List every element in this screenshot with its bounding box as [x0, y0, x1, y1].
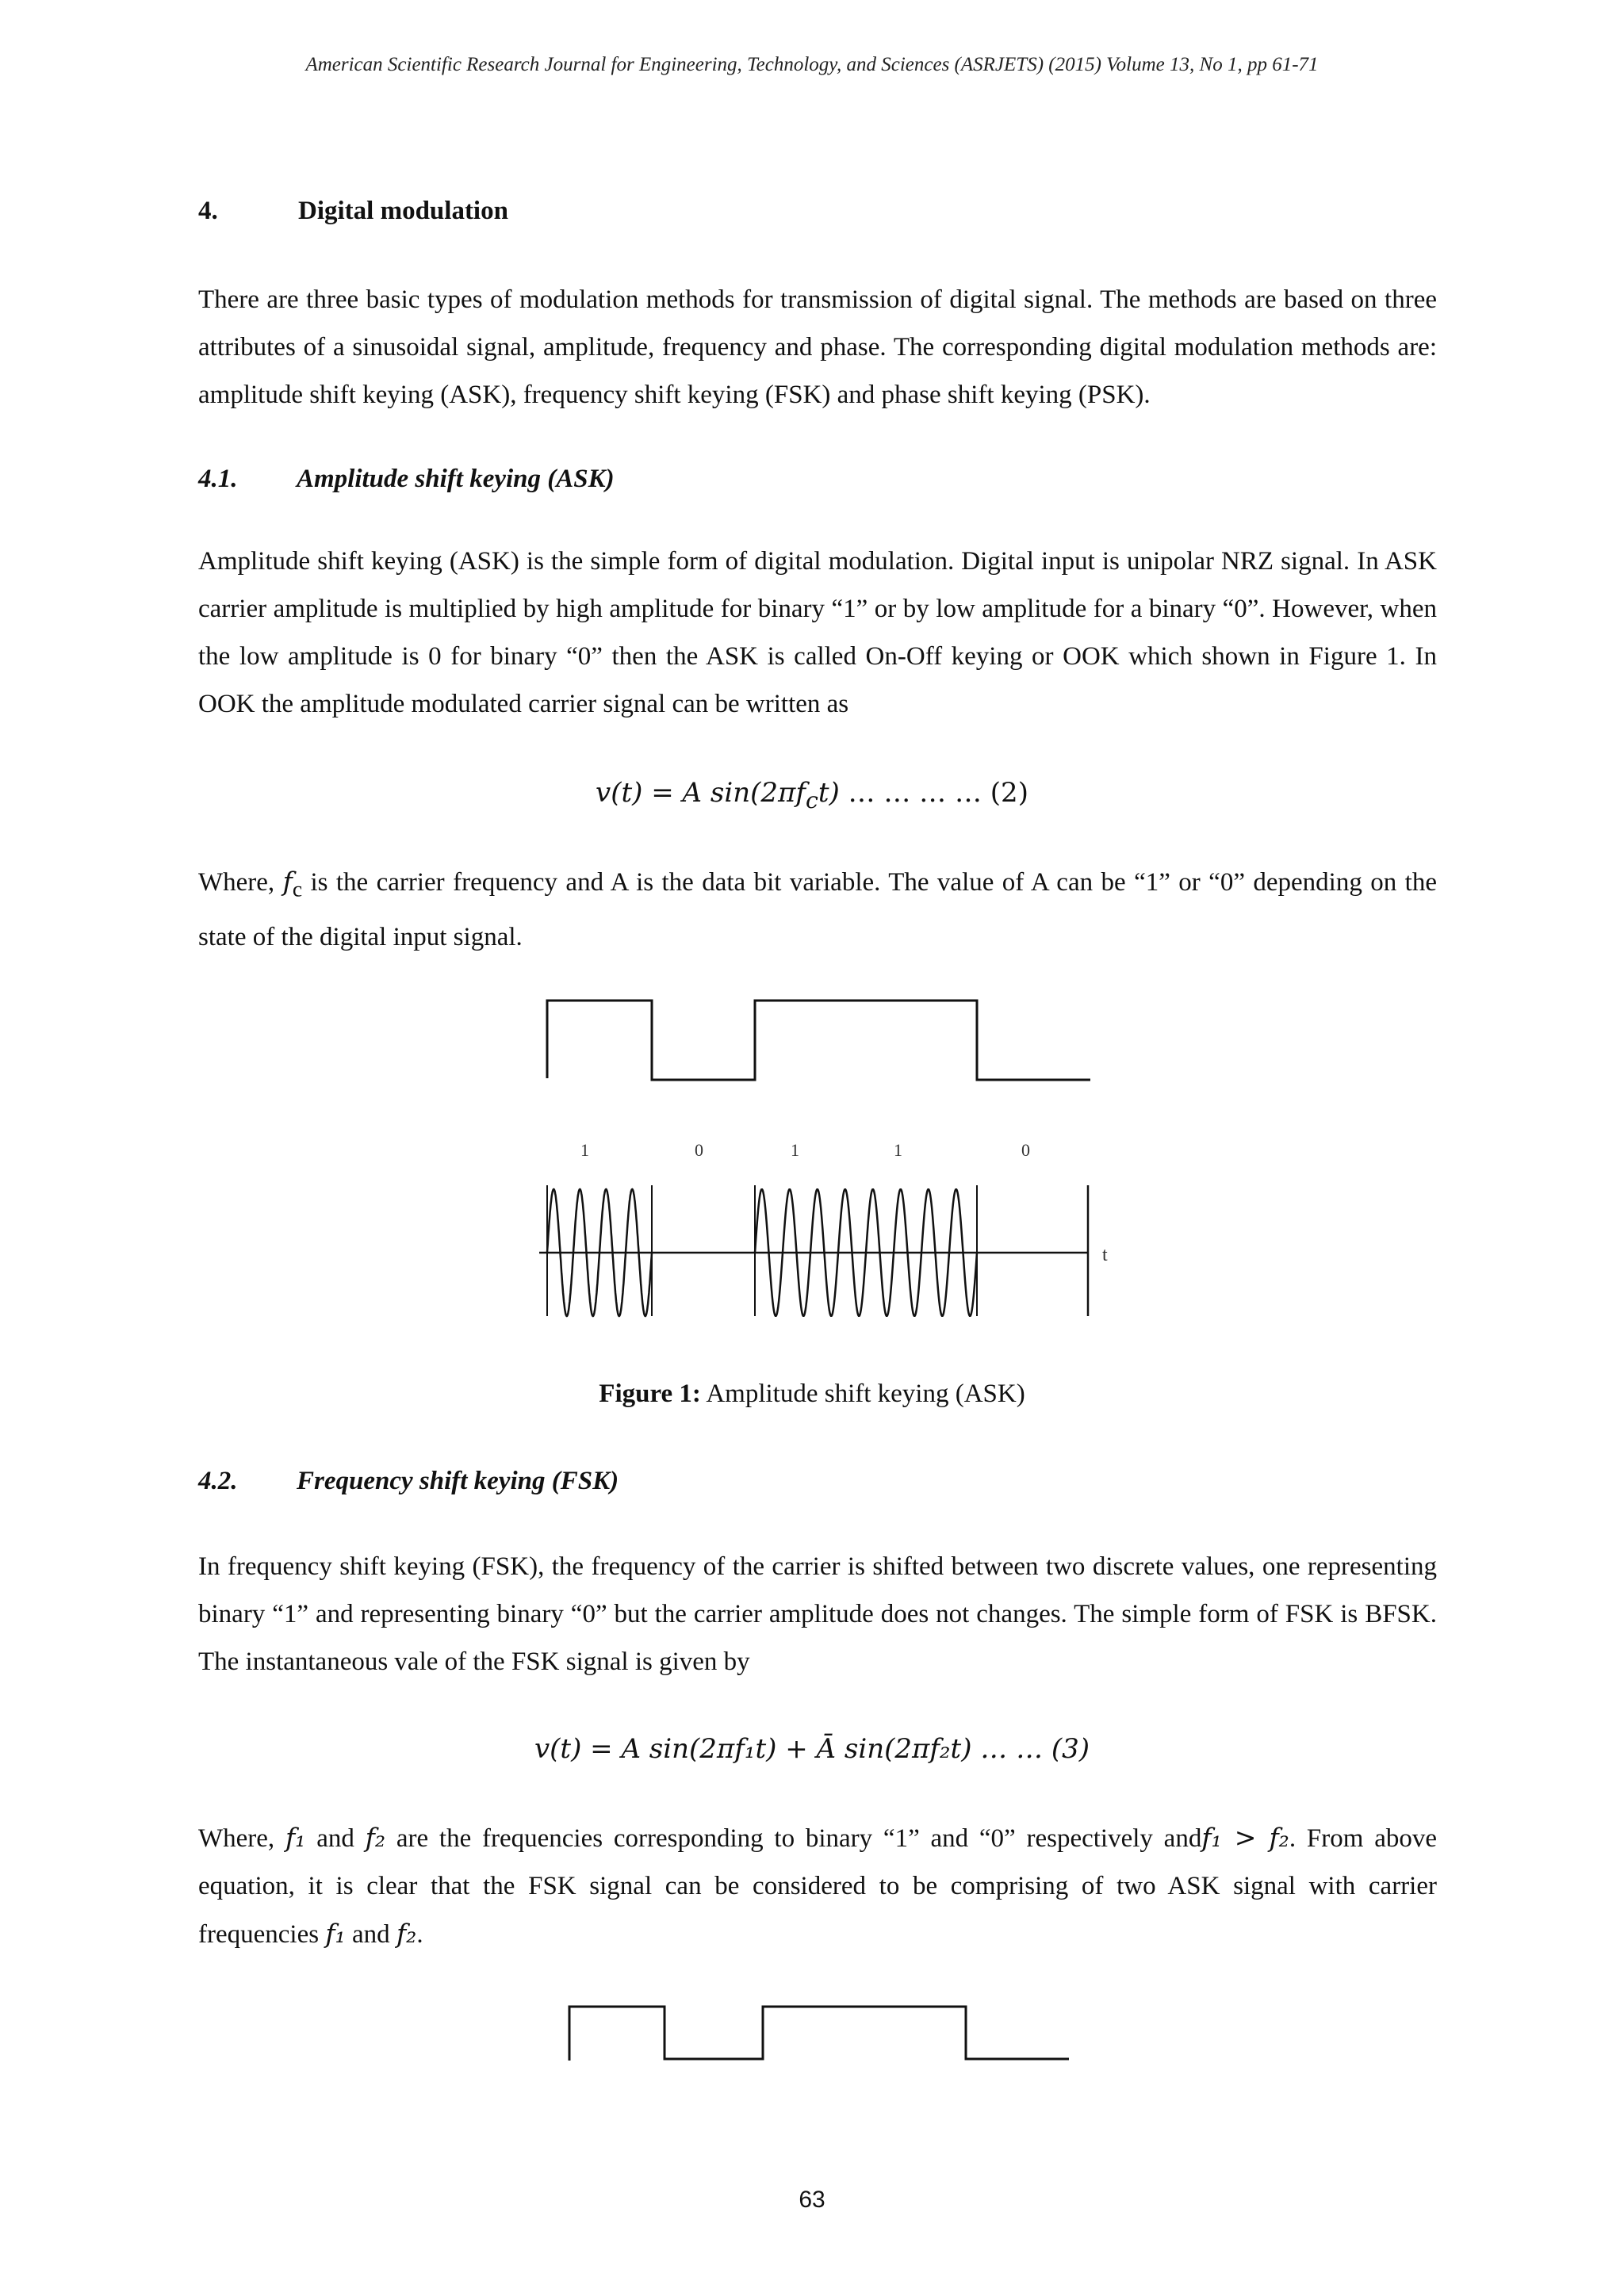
nrz-data-signal	[547, 1001, 1090, 1080]
math-f2: f₂	[396, 1918, 417, 1949]
page-number: 63	[799, 2187, 825, 2213]
subsection-title: Frequency shift keying (FSK)	[297, 1467, 619, 1495]
equation-2-dots: … … … …	[839, 777, 990, 809]
text: Where,	[198, 868, 283, 897]
time-axis-label: t	[1102, 1245, 1108, 1265]
equation-2-sub: c	[805, 786, 818, 813]
text: . From above equation, it is clear that the FSK signal can be considered to be comprising of two ASK signal with carrier frequencies	[198, 1824, 1437, 1949]
bit-label: 0	[695, 1140, 703, 1160]
equation-2-tail: t)	[818, 777, 840, 809]
paragraph-where-f1-f2	[198, 1814, 1437, 1958]
figure-2-fsk-data-signal	[555, 1994, 1078, 2073]
subsection-title: Amplitude shift keying (ASK)	[297, 465, 615, 493]
paragraph-intro: There are three basic types of modulation methods for transmission of digital signal. The methods are based on three attributes of a sinusoidal signal, amplitude, frequency and phase. The corresponding digital modulation methods are: amplitude shift keying (ASK), frequency shift keying (FSK) and phase shift keying (PSK).	[198, 285, 1437, 409]
bit-labels	[580, 1140, 1030, 1160]
subsection-number: 4.1.	[198, 465, 238, 493]
math-sub: c	[292, 876, 303, 901]
subsection-heading-fsk	[198, 1467, 619, 1496]
equation-2-number: (2)	[990, 777, 1028, 809]
running-header: American Scientific Research Journal for Engineering, Technology, and Sciences (ASRJETS) (2015) Volume 13, No 1, pp 61-71	[305, 54, 1319, 75]
text: are the frequencies corresponding to binary “1” and “0” respectively and	[385, 1824, 1202, 1853]
paragraph-fsk: In frequency shift keying (FSK), the frequency of the carrier is shifted between two discrete values, one representing binary “1” and representing binary “0” but the carrier amplitude does not changes. The simple form of FSK is BFSK. The instantaneous vale of the FSK signal is given by	[198, 1552, 1437, 1676]
section-heading	[198, 197, 508, 226]
paragraph-ask: Amplitude shift keying (ASK) is the simple form of digital modulation. Digital input is unipolar NRZ signal. In ASK carrier amplitude is multiplied by high amplitude for binary “1” or by low amplitude for a binary “0”. However, when the low amplitude is 0 for binary “0” then the ASK is called On-Off keying or OOK which shown in Figure 1. In OOK the amplitude modulated carrier signal can be written as	[198, 547, 1437, 718]
text: is the carrier frequency and A is the data bit variable. The value of A can be “1” or “0” depending on the state of the digital input signal.	[198, 868, 1437, 951]
bit-label: 0	[1021, 1140, 1030, 1160]
paragraph-where-fc	[198, 858, 1437, 961]
math-inequality: f₁ > f₂	[1201, 1822, 1289, 1853]
section-number: 4.	[198, 197, 218, 225]
text: and	[345, 1920, 396, 1949]
subsection-heading-ask	[198, 465, 615, 494]
equation-2	[0, 777, 1624, 813]
subsection-number: 4.2.	[198, 1467, 238, 1495]
text: .	[416, 1920, 423, 1949]
math-f: f	[282, 866, 293, 897]
nrz-data-signal	[569, 2007, 1069, 2061]
math-f1: f₁	[285, 1822, 306, 1853]
figure-1-caption	[0, 1380, 1624, 1409]
section-title: Digital modulation	[298, 197, 508, 225]
text: Where,	[198, 1824, 285, 1853]
math-f2: f₂	[365, 1822, 386, 1853]
text: and	[305, 1824, 366, 1853]
caption-label: Figure 1:	[599, 1380, 701, 1408]
bit-label: 1	[791, 1140, 799, 1160]
caption-text: Amplitude shift keying (ASK)	[700, 1380, 1025, 1408]
figure-1-ask-diagram	[523, 983, 1142, 1332]
bit-label: 1	[894, 1140, 902, 1160]
equation-2-expr: v(t) = A sin(2πf	[596, 777, 806, 809]
equation-3: v(t) = A sin(2πf₁t) + Ā sin(2πf₂t) … … (3)	[534, 1733, 1090, 1765]
bit-label: 1	[580, 1140, 589, 1160]
math-f1: f₁	[325, 1918, 346, 1949]
